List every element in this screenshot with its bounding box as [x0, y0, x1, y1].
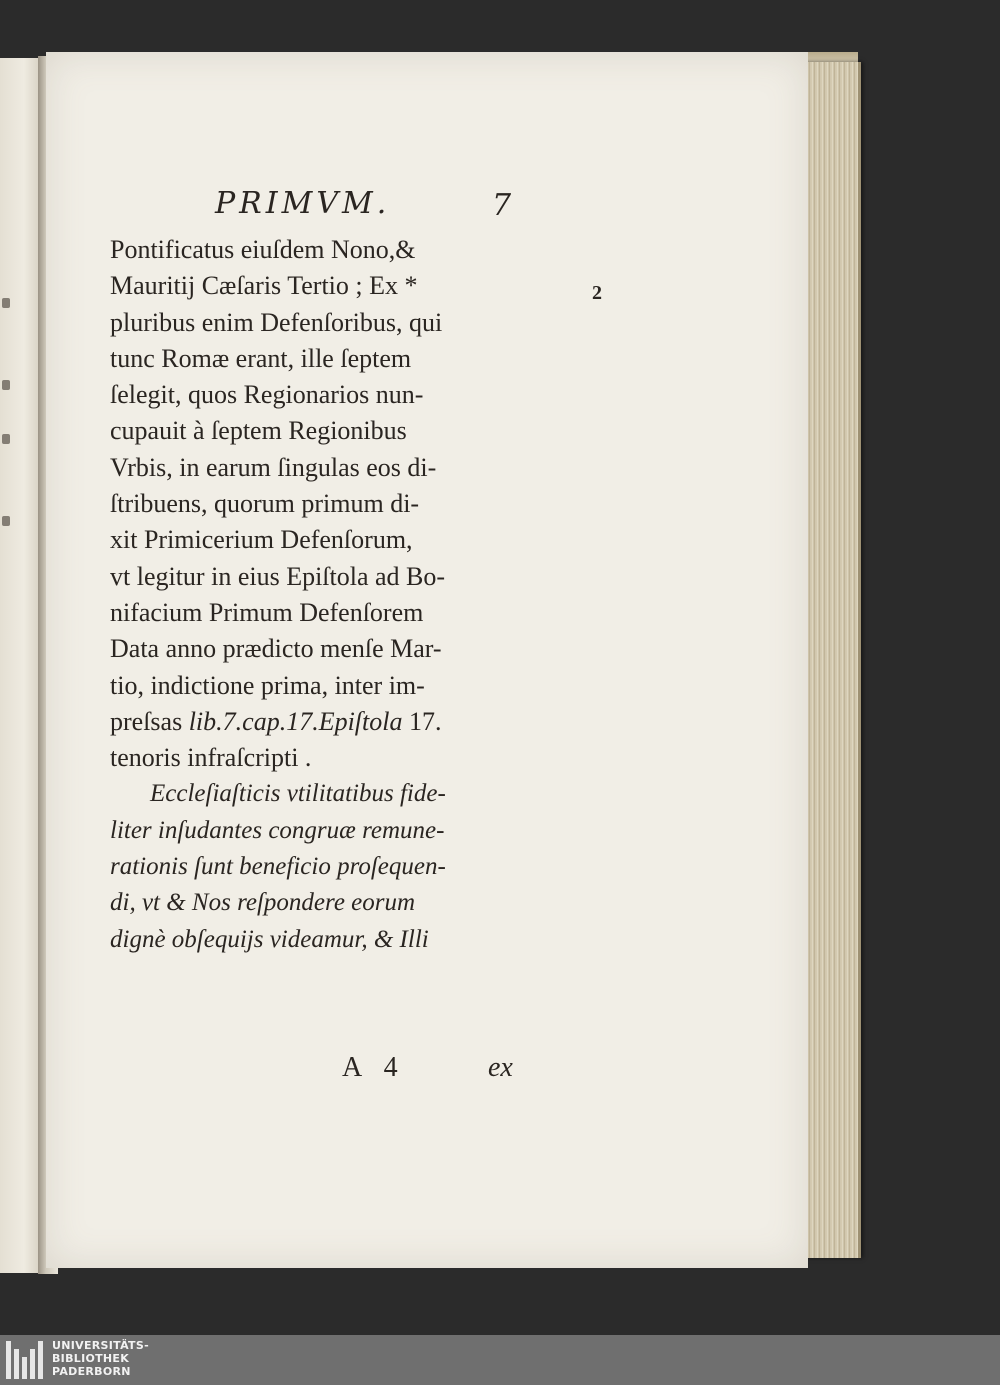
facing-page-ink-mark	[2, 516, 10, 526]
reference-line	[110, 704, 570, 740]
signature-mark: A 4	[342, 1052, 406, 1083]
text-line: vt legitur in eius Epiſtola ad Bo-	[110, 561, 446, 591]
library-name-line: BIBLIOTHEK	[52, 1352, 130, 1365]
text-line: Mauritij Cæſaris Tertio ; Ex *	[110, 271, 418, 301]
text-line: xit Primicerium Defenſorum,	[110, 525, 413, 555]
facing-page-ink-mark	[2, 380, 10, 390]
reference-citation: lib.7.cap.17.Epiſtola	[188, 706, 403, 736]
catchword: ex	[488, 1052, 513, 1083]
text-line: Vrbis, in earum ſingulas eos di-	[110, 452, 437, 482]
library-name	[52, 1339, 149, 1378]
text-line: Pontificatus eiuſdem Nono,&	[110, 235, 416, 264]
facing-page-edge	[0, 58, 42, 1273]
text-line: tio, indictione prima, inter im-	[110, 670, 425, 700]
facing-page-ink-mark	[2, 298, 10, 308]
text-line: Data anno prædicto menſe Mar-	[110, 634, 442, 664]
reference-suffix: 17.	[402, 706, 442, 736]
library-name-line: UNIVERSITÄTS-	[52, 1339, 149, 1352]
library-logo-icon	[6, 1341, 46, 1379]
library-footer-bar	[0, 1335, 1000, 1385]
text-line: ſtribuens, quorum primum di-	[110, 489, 420, 519]
text-line: ſelegit, quos Regionarios nun-	[110, 380, 424, 410]
facing-page-ink-mark	[2, 434, 10, 444]
italic-text-line: di, vt & Nos reſpondere eorum	[110, 889, 416, 917]
reference-prefix: preſsas	[110, 706, 189, 736]
text-line: cupauit à ſeptem Regionibus	[110, 416, 407, 446]
text-line: nifacium Primum Defenſorem	[110, 597, 424, 627]
running-title: PRIMVM.	[215, 186, 391, 221]
page-number: 7	[492, 188, 512, 223]
italic-text-line: Eccleſiaſticis vtilitatibus fide-	[150, 780, 446, 808]
body-text	[110, 232, 570, 958]
library-name-line: PADERBORN	[52, 1365, 131, 1378]
text-line: tunc Romæ erant, ille ſeptem	[110, 343, 412, 373]
italic-text-line: liter inſudantes congruæ remune-	[110, 816, 445, 844]
text-line: tenoris infraſcripti .	[110, 743, 312, 773]
italic-text-line: dignè obſequijs videamur, & Illi	[110, 925, 429, 953]
text-line: pluribus enim Defenſoribus, qui	[110, 307, 443, 337]
italic-text-line: rationis ſunt beneficio proſequen-	[110, 853, 446, 881]
margin-note: 2	[592, 282, 602, 304]
